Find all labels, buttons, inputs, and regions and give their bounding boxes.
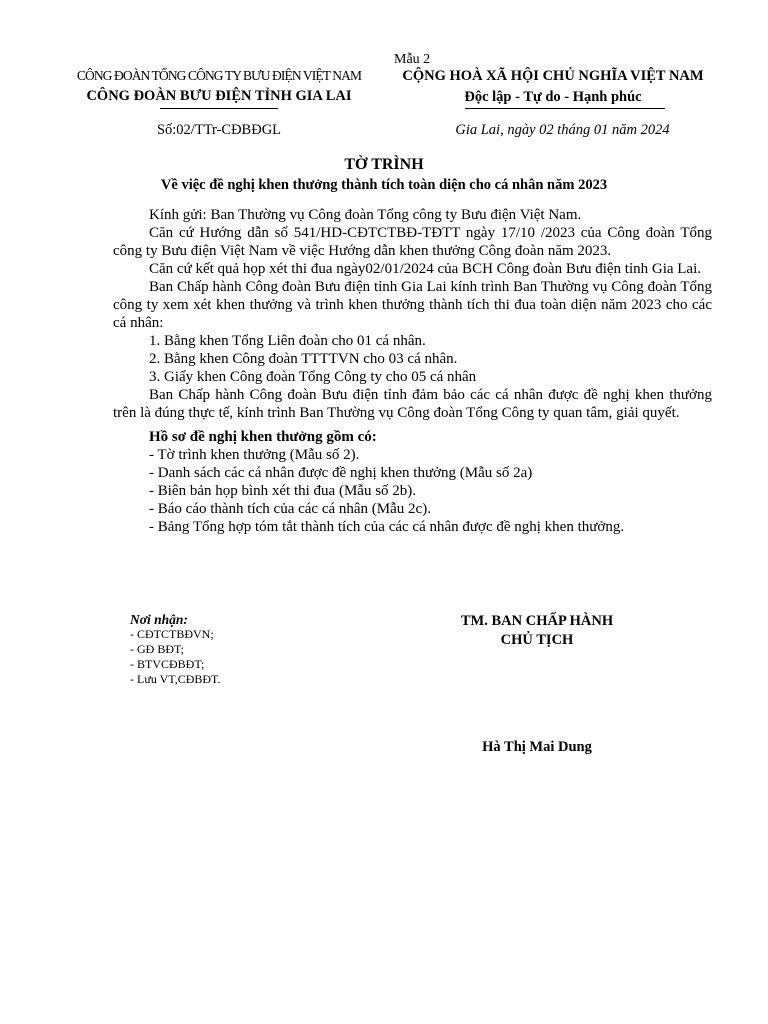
recipients-title: Nơi nhận: — [130, 612, 188, 627]
national-motto: Độc lập - Tự do - Hạnh phúc — [464, 89, 642, 105]
recipient-item: - CĐTCTBĐVN; — [130, 627, 214, 641]
parent-organization: CÔNG ĐOÀN TỔNG CÔNG TY BƯU ĐIỆN VIỆT NAM — [76, 68, 362, 83]
signature-title: TM. BAN CHẤP HÀNH — [460, 613, 614, 629]
document-type-title: TỜ TRÌNH — [344, 156, 424, 173]
motto-underline — [465, 108, 665, 109]
dossier-item: - Tờ trình khen thưởng (Mẫu số 2). — [149, 447, 360, 463]
recipients-block — [130, 612, 221, 687]
paragraph-assurance: Ban Chấp hành Công đoàn Bưu điện tỉnh đảm bảo các cá nhân được đề nghị khen thưởng trên là đúng thực tế, kính trình Ban Thường vụ Công đoàn Tổng Công ty quan tâm, giải quyết. — [113, 387, 712, 421]
award-item: 3. Giấy khen Công đoàn Tổng Công ty cho 05 cá nhân — [149, 369, 477, 385]
organization-underline — [160, 108, 278, 109]
paragraph-meeting-basis: Căn cứ kết quả họp xét thi đua ngày02/01/2024 của BCH Công đoàn Bưu điện tỉnh Gia Lai. — [149, 261, 702, 277]
signature-block — [424, 612, 650, 650]
dossier-item: - Báo cáo thành tích của các cá nhân (Mẫu 2c). — [149, 501, 431, 517]
award-item: 1. Bằng khen Tổng Liên đoàn cho 01 cá nhân. — [149, 333, 426, 349]
recipient-item: - GĐ BĐT; — [130, 642, 184, 656]
recipient-item: - Lưu VT,CĐBĐT. — [130, 672, 221, 686]
salutation: Kính gửi: Ban Thường vụ Công đoàn Tổng công ty Bưu điện Việt Nam. — [149, 207, 582, 223]
dossier-item: - Bảng Tổng hợp tóm tắt thành tích của các cá nhân được đề nghị khen thưởng. — [149, 519, 625, 535]
document-subject: Về việc đề nghị khen thưởng thành tích toàn diện cho cá nhân năm 2023 — [160, 177, 608, 193]
dossier-item: - Biên bản họp bình xét thi đua (Mẫu số 2b). — [149, 483, 417, 499]
dossier-item: - Danh sách các cá nhân được đề nghị khen thưởng (Mẫu số 2a) — [149, 465, 533, 481]
document-number: Số:02/TTr-CĐBĐGL — [156, 122, 282, 138]
recipient-item: - BTVCĐBĐT; — [130, 657, 205, 671]
form-number: Mẫu 2 — [394, 52, 431, 67]
document-body — [113, 206, 712, 536]
dossier-title: Hồ sơ đề nghị khen thưởng gồm có: — [149, 429, 377, 445]
organization-name: CÔNG ĐOÀN BƯU ĐIỆN TỈNH GIA LAI — [86, 88, 352, 104]
paragraph-request: Ban Chấp hành Công đoàn Bưu điện tỉnh Gia Lai kính trình Ban Thường vụ Công đoàn Tổng công ty xem xét khen thưởng và trình khen thưởng thành tích thi đua toàn diện năm 2023 cho các cá nhân: — [113, 279, 712, 331]
signature-position: CHỦ TỊCH — [500, 632, 574, 648]
place-and-date: Gia Lai, ngày 02 tháng 01 năm 2024 — [455, 122, 670, 138]
paragraph-legal-basis: Căn cứ Hướng dẫn số 541/HD-CĐTCTBĐ-TĐTT ngày 17/10 /2023 của Công đoàn Tổng công ty Bưu điện Việt Nam về việc Hướng dẫn khen thưởng Công đoàn năm 2023. — [113, 225, 712, 259]
signer-name: Hà Thị Mai Dung — [482, 739, 592, 755]
nation-title: CỘNG HOÀ XÃ HỘI CHỦ NGHĨA VIỆT NAM — [402, 68, 704, 84]
award-item: 2. Bằng khen Công đoàn TTTTVN cho 03 cá nhân. — [149, 351, 458, 367]
national-heading — [390, 68, 716, 106]
issuing-organization — [60, 68, 378, 105]
